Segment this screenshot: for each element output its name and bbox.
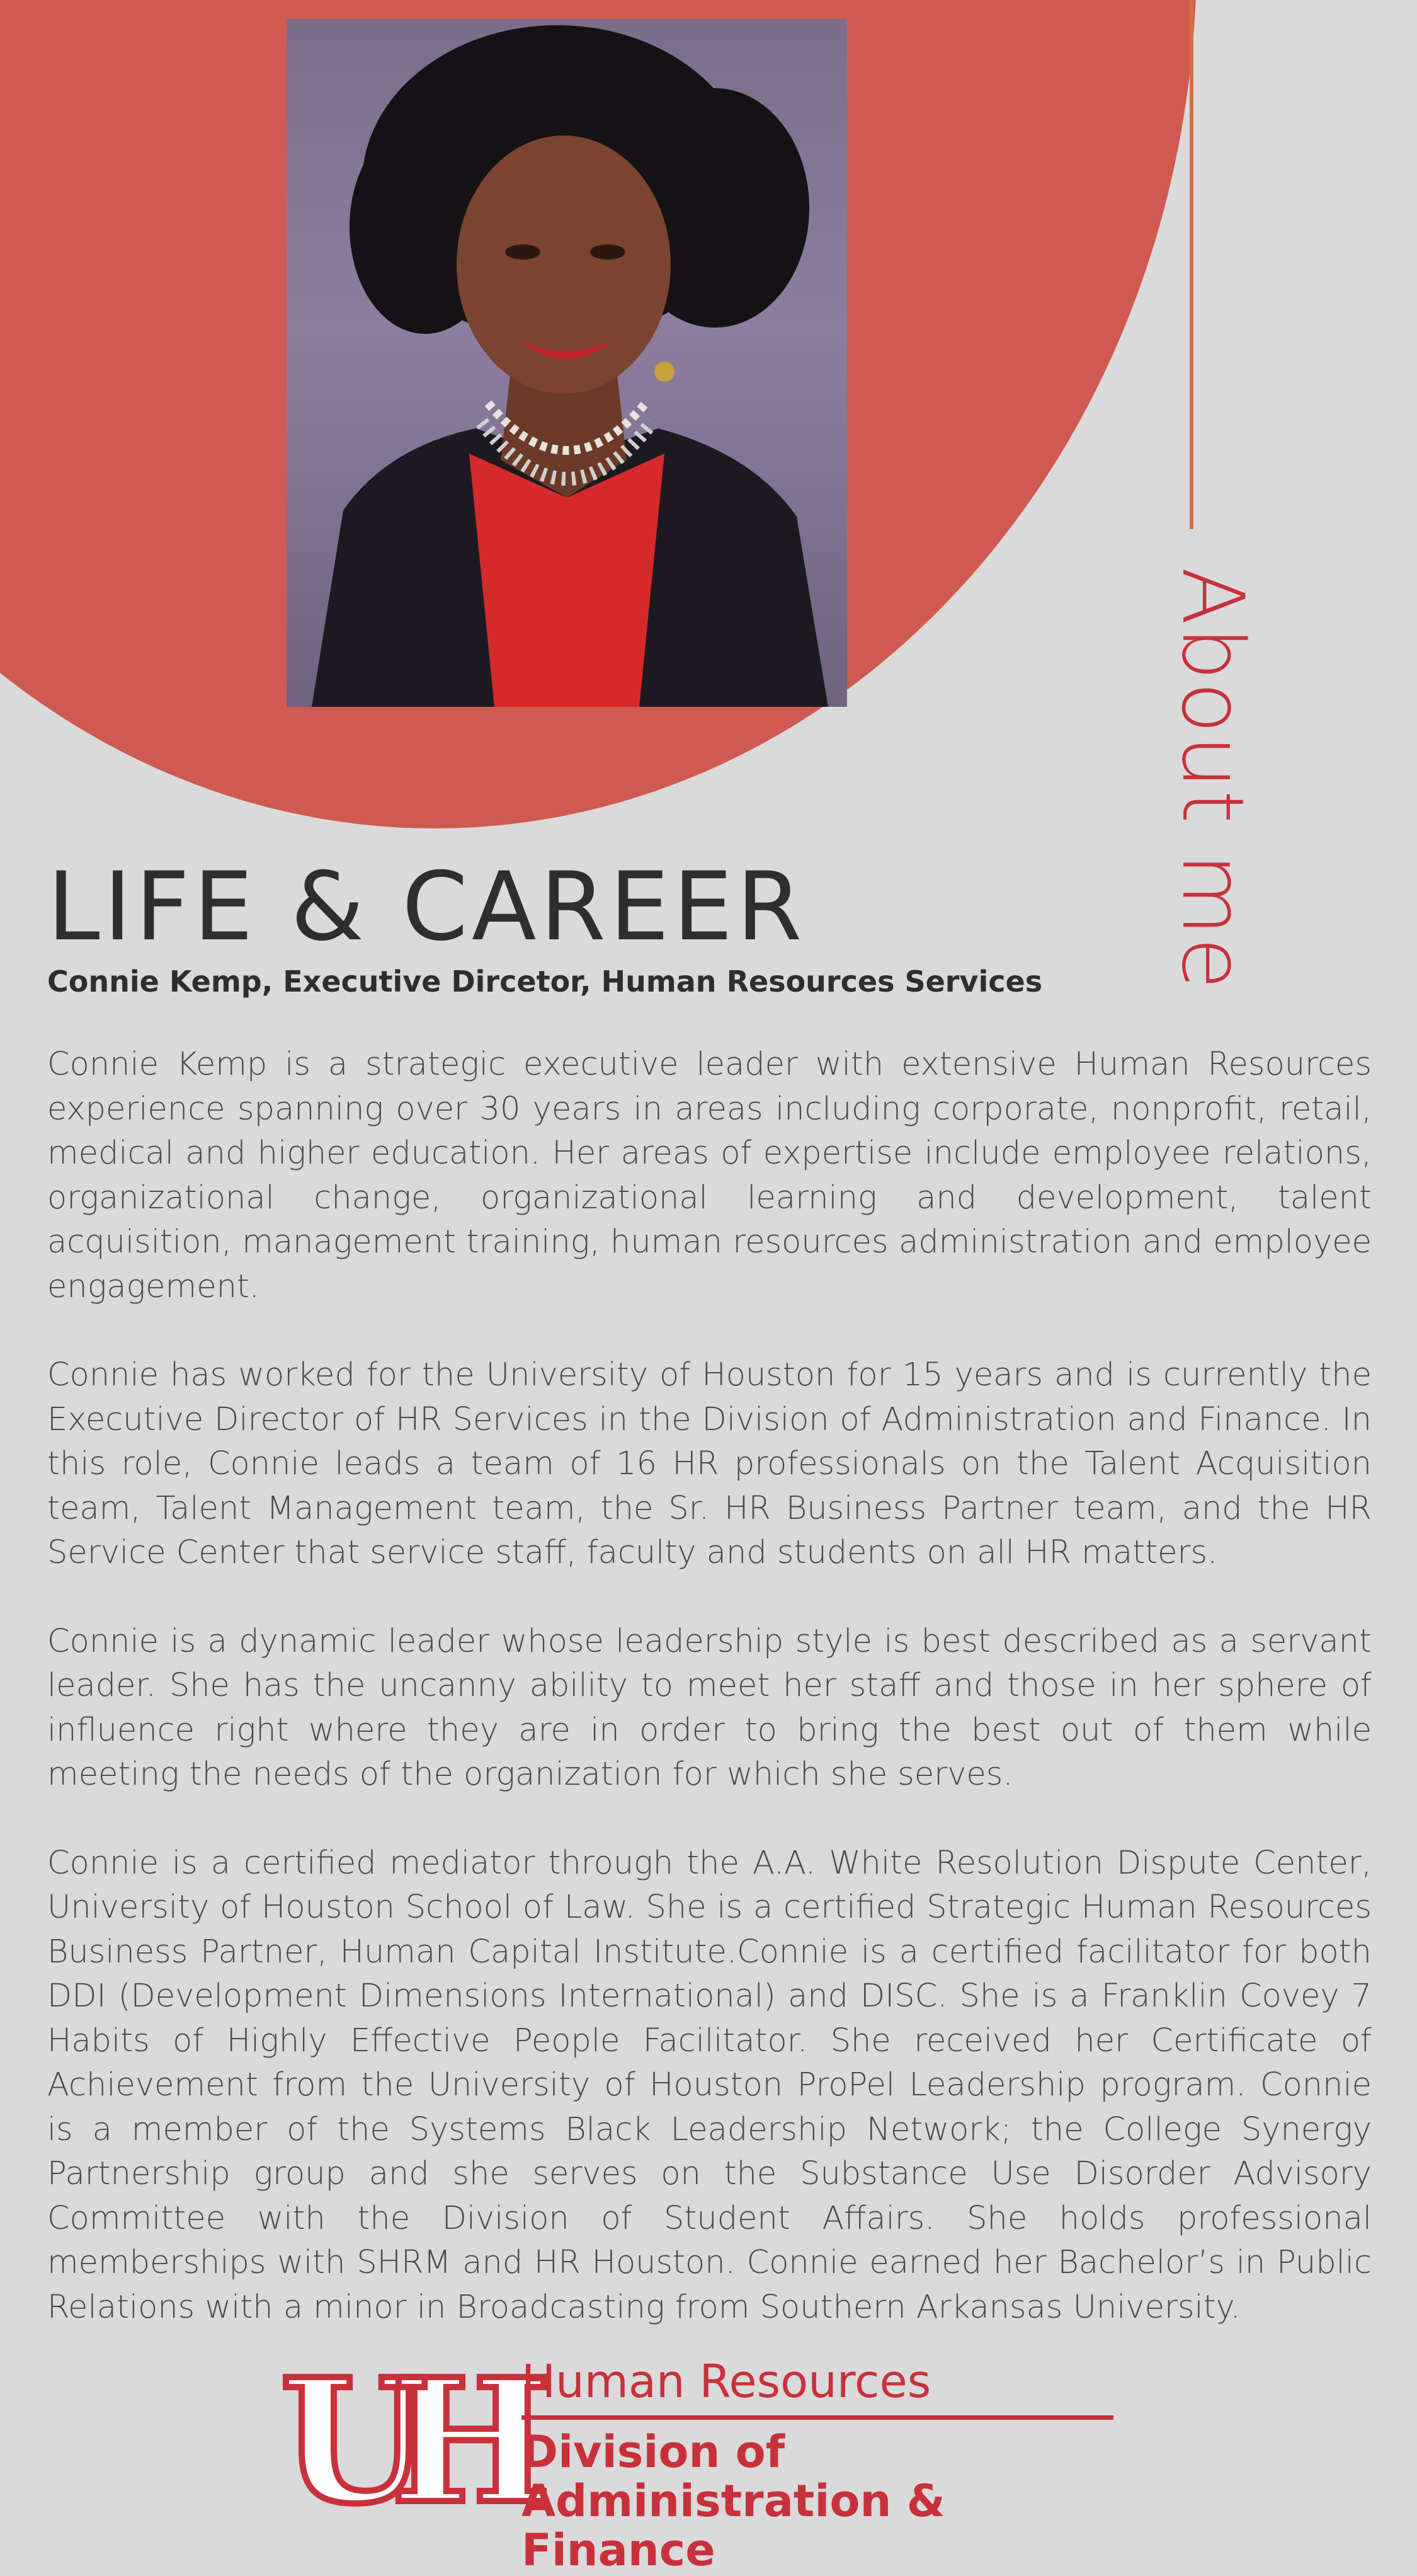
about-me-vertical-label bbox=[1156, 567, 1282, 995]
subtitle: Connie Kemp, Executive Dircetor, Human Resources Services bbox=[47, 965, 1043, 999]
department-block bbox=[521, 2350, 1416, 2575]
paragraph-3: Connie is a dynamic leader whose leadership style is best described as a servant leader. She has the uncanny ability to meet her staff and those in her sphere of influence right where they are in order to bring the best out of them while meeting the needs of the organization for which she serves. bbox=[47, 1622, 1372, 1793]
footer-branding bbox=[280, 2341, 1126, 2576]
department-divider bbox=[521, 2415, 1113, 2420]
biography-body bbox=[47, 1043, 1372, 2374]
uh-logo-text: UH bbox=[280, 2341, 514, 2541]
portrait-photo bbox=[287, 19, 847, 707]
paragraph-4: Connie is a certified mediator through the A.A. White Resolution Dispute Center, University of Houston School of Law. She is a certified Strategic Human Resources Business Partner, Human Capital Institute.Connie is a certified facilitator for both DDI (Development Dimensions International) and DISC. She is a Franklin Covey 7 Habits of Highly Effective People Facilitator. She received her Certificate of Achievement from the University of Houston ProPel Leadership program. Connie is a member of the Systems Black Leadership Network; the College Synergy Partnership group and she serves on the Substance Use Disorder Advisory Committee with the Division of Student Affairs. She holds professional memberships with SHRM and HR Houston. Connie earned her Bachelor’s in Public Relations with a minor in Broadcasting from Southern Arkansas University. bbox=[47, 1844, 1372, 2326]
portrait-illustration bbox=[287, 19, 847, 707]
paragraph-1: Connie Kemp is a strategic executive leader with extensive Human Resources experience spanning over 30 years in areas including corporate, nonprofit, retail, medical and higher education. Her areas of expertise include employee relations, organizational change, organizational learning and development, talent acquisition, management training, human resources administration and employee engagement. bbox=[47, 1046, 1372, 1305]
about-me-text: About me bbox=[1163, 567, 1262, 991]
division-name: Division of Administration & Finance bbox=[521, 2426, 945, 2576]
uh-logo bbox=[280, 2341, 514, 2541]
vertical-accent-line bbox=[1190, 0, 1193, 529]
page-heading: LIFE & CAREER bbox=[47, 852, 806, 962]
paragraph-2: Connie has worked for the University of Houston for 15 years and is currently the Executive Director of HR Services in the Division of Administration and Finance. In this role, Connie leads a team of 16 HR professionals on the Talent Acquisition team, Talent Management team, the Sr. HR Business Partner team, and the HR Service Center that service staff, faculty and students on all HR matters. bbox=[47, 1356, 1372, 1571]
department-name: Human Resources bbox=[521, 2355, 931, 2408]
